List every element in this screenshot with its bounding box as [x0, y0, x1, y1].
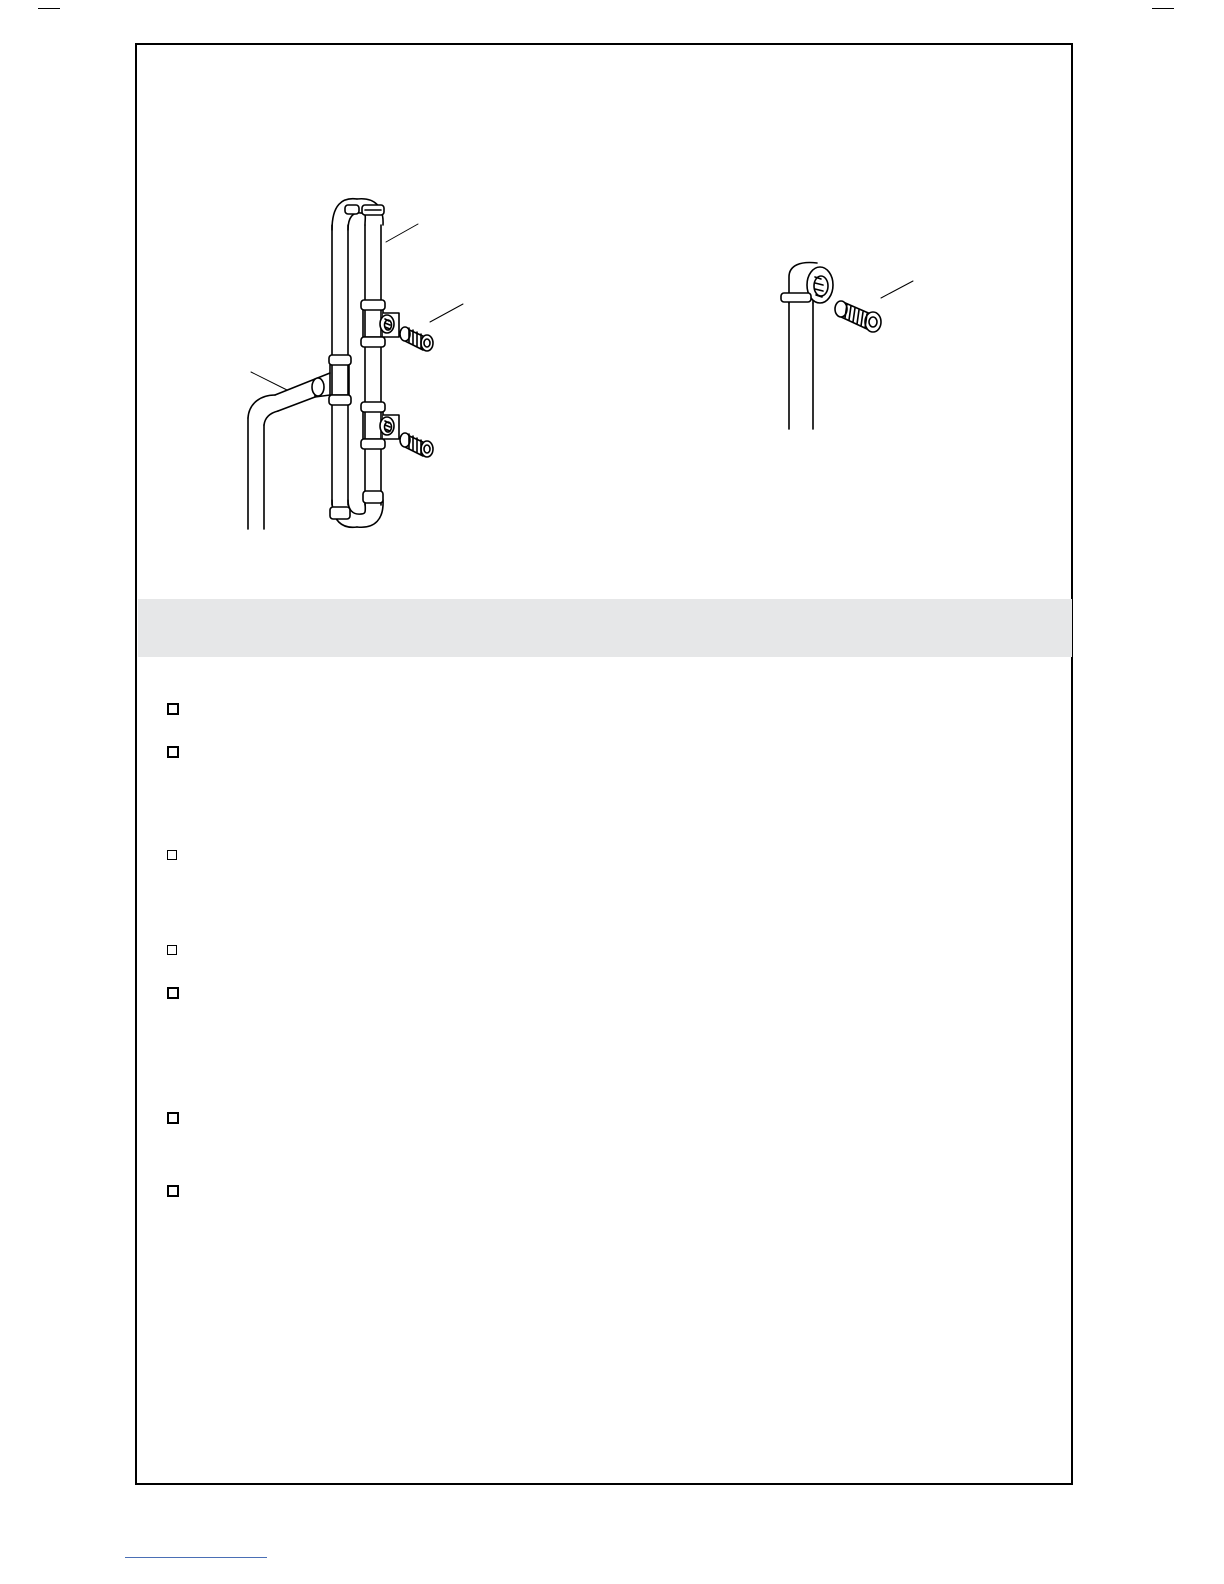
checklist-checkbox-2[interactable]: [167, 746, 179, 758]
pipe-diagram: [137, 45, 1071, 605]
crop-mark-left: [38, 8, 60, 9]
leader-lines-right: [881, 281, 913, 298]
lower-nipple: [400, 433, 433, 457]
leader-lines-left: [251, 224, 463, 390]
checklist-checkbox-1[interactable]: [167, 703, 179, 715]
checklist-checkbox-7[interactable]: [167, 1185, 179, 1197]
right-assembly: [781, 263, 881, 429]
upper-nipple: [400, 327, 433, 351]
section-header-band: [138, 599, 1072, 657]
page-frame: [135, 43, 1073, 1485]
checklist-checkbox-4[interactable]: [167, 945, 177, 955]
checklist-checkbox-6[interactable]: [167, 1112, 179, 1124]
checklist-checkbox-5[interactable]: [167, 987, 179, 999]
checklist-checkbox-3[interactable]: [167, 850, 177, 860]
right-nipple: [835, 301, 881, 332]
crop-mark-right: [1152, 8, 1174, 9]
footer-link-underline[interactable]: [125, 1557, 267, 1558]
left-assembly: [248, 199, 433, 529]
